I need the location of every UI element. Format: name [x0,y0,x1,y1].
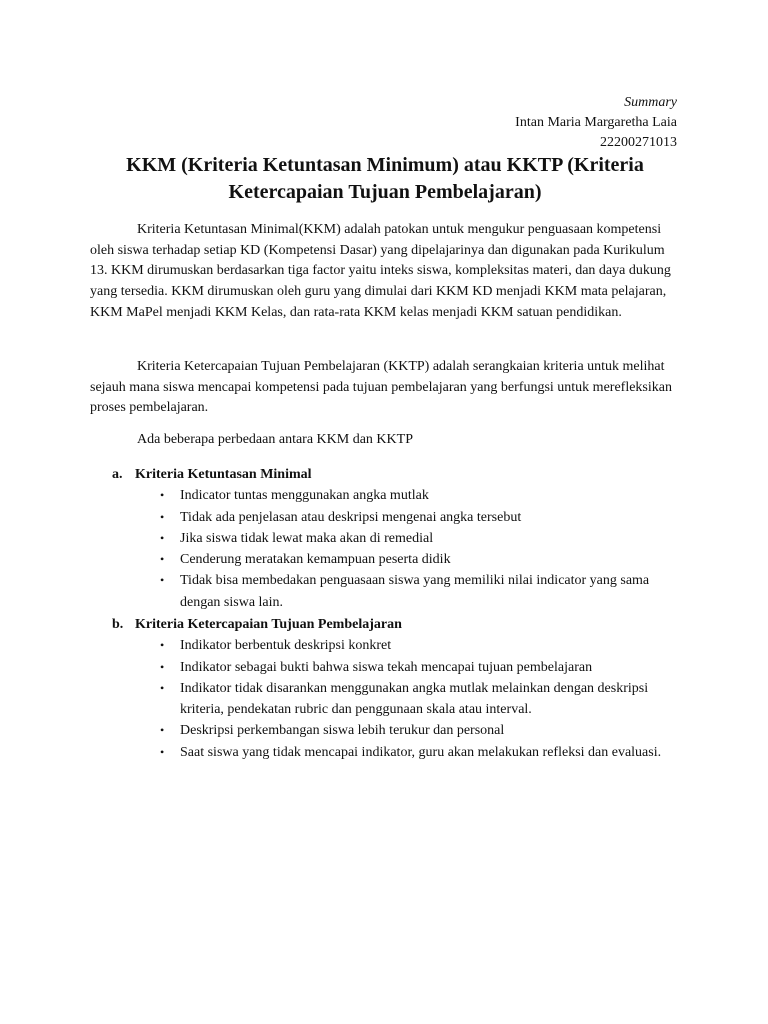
document-title [90,152,680,206]
bullet-icon: • [160,680,165,695]
summary-label: Summary [624,95,677,110]
list-item-text: Jika siswa tidak lewat maka akan di remedial [180,530,434,546]
list-item-text: Indikator tidak disarankan menggunakan angka mutlak melainkan dengan deskripsi kriteria, pendekatan rubric dan penggunaan skala atau interval. [180,680,649,718]
title-line-2: Ketercapaian Tujuan Pembelajaran) [228,181,542,203]
bullet-icon: • [160,530,165,545]
author-name: Intan Maria Margaretha Laia [515,115,677,130]
list-item [90,507,682,528]
bullet-icon: • [160,659,165,674]
list-item-text: Indikator berbentuk deskripsi konkret [180,638,392,654]
list-item [90,549,682,570]
section-heading [90,614,682,635]
title-line-1: KKM (Kriteria Ketuntasan Minimum) atau KKTP (Kriteria [126,154,644,176]
list-item [90,720,682,741]
list-item-text: Tidak ada penjelasan atau deskripsi mengenai angka tersebut [180,509,522,525]
bullet-icon: • [160,723,165,738]
list-item-text: Cenderung meratakan kemampuan peserta didik [180,552,451,568]
list-item [90,678,682,721]
list-item [90,528,682,549]
list-item [90,742,682,763]
bullet-list [90,485,682,613]
section-kktp [90,614,682,763]
list-item-text: Tidak bisa membedakan penguasaan siswa yang memiliki nilai indicator yang sama dengan siswa lain. [180,573,650,610]
bullet-icon: • [160,573,165,588]
list-item-text: Saat siswa yang tidak mencapai indikator, guru akan melakukan refleksi dan evaluasi. [180,744,662,760]
bullet-icon: • [160,638,165,653]
section-letter: b. [112,617,124,632]
section-title: Kriteria Ketercapaian Tujuan Pembelajaran [135,617,402,632]
section-heading [90,464,682,485]
bullet-icon: • [160,509,165,524]
paragraph-kkm-definition: Kriteria Ketuntasan Minimal(KKM) adalah patokan untuk mengukur penguasaan kompetensi oleh siswa terhadap setiap KD (Kompetensi Dasar) yang dipelajarinya dan digunakan pada Kurikulum 13. KKM dirumuskan berdasarkan tiga factor yaitu inteks siswa, kompleksitas materi, dan daya dukung yang tersedia. KKM dirumuskan oleh guru yang dimulai dari KKM KD menjadi KKM mata pelajaran, KKM MaPel menjadi KKM Kelas, dan rata-rata KKM kelas menjadi KKM satuan pendidikan. [90,222,671,320]
paragraph-kktp-definition: Kriteria Ketercapaian Tujuan Pembelajaran (KKTP) adalah serangkaian kriteria untuk melihat sejauh mana siswa mencapai kompetensi pada tujuan pembelajaran yang berfungsi untuk merefleksikan proses pembelajaran. [90,359,672,416]
bullet-icon: • [160,488,165,503]
list-item-text: Deskripsi perkembangan siswa lebih terukur dan personal [180,723,505,739]
paragraph-differences-intro: Ada beberapa perbedaan antara KKM dan KKTP [137,432,413,447]
student-id: 22200271013 [600,135,677,150]
header-block [515,93,677,153]
section-kkm [90,464,682,613]
list-item [90,485,682,506]
list-item [90,570,682,613]
bullet-icon: • [160,744,165,759]
list-item-text: Indicator tuntas menggunakan angka mutlak [180,488,429,504]
list-item-text: Indikator sebagai bukti bahwa siswa tekah mencapai tujuan pembelajaran [180,659,593,675]
section-letter: a. [112,467,123,482]
bullet-list [90,635,682,763]
list-item [90,635,682,656]
list-item [90,657,682,678]
section-title: Kriteria Ketuntasan Minimal [135,467,312,482]
bullet-icon: • [160,552,165,567]
